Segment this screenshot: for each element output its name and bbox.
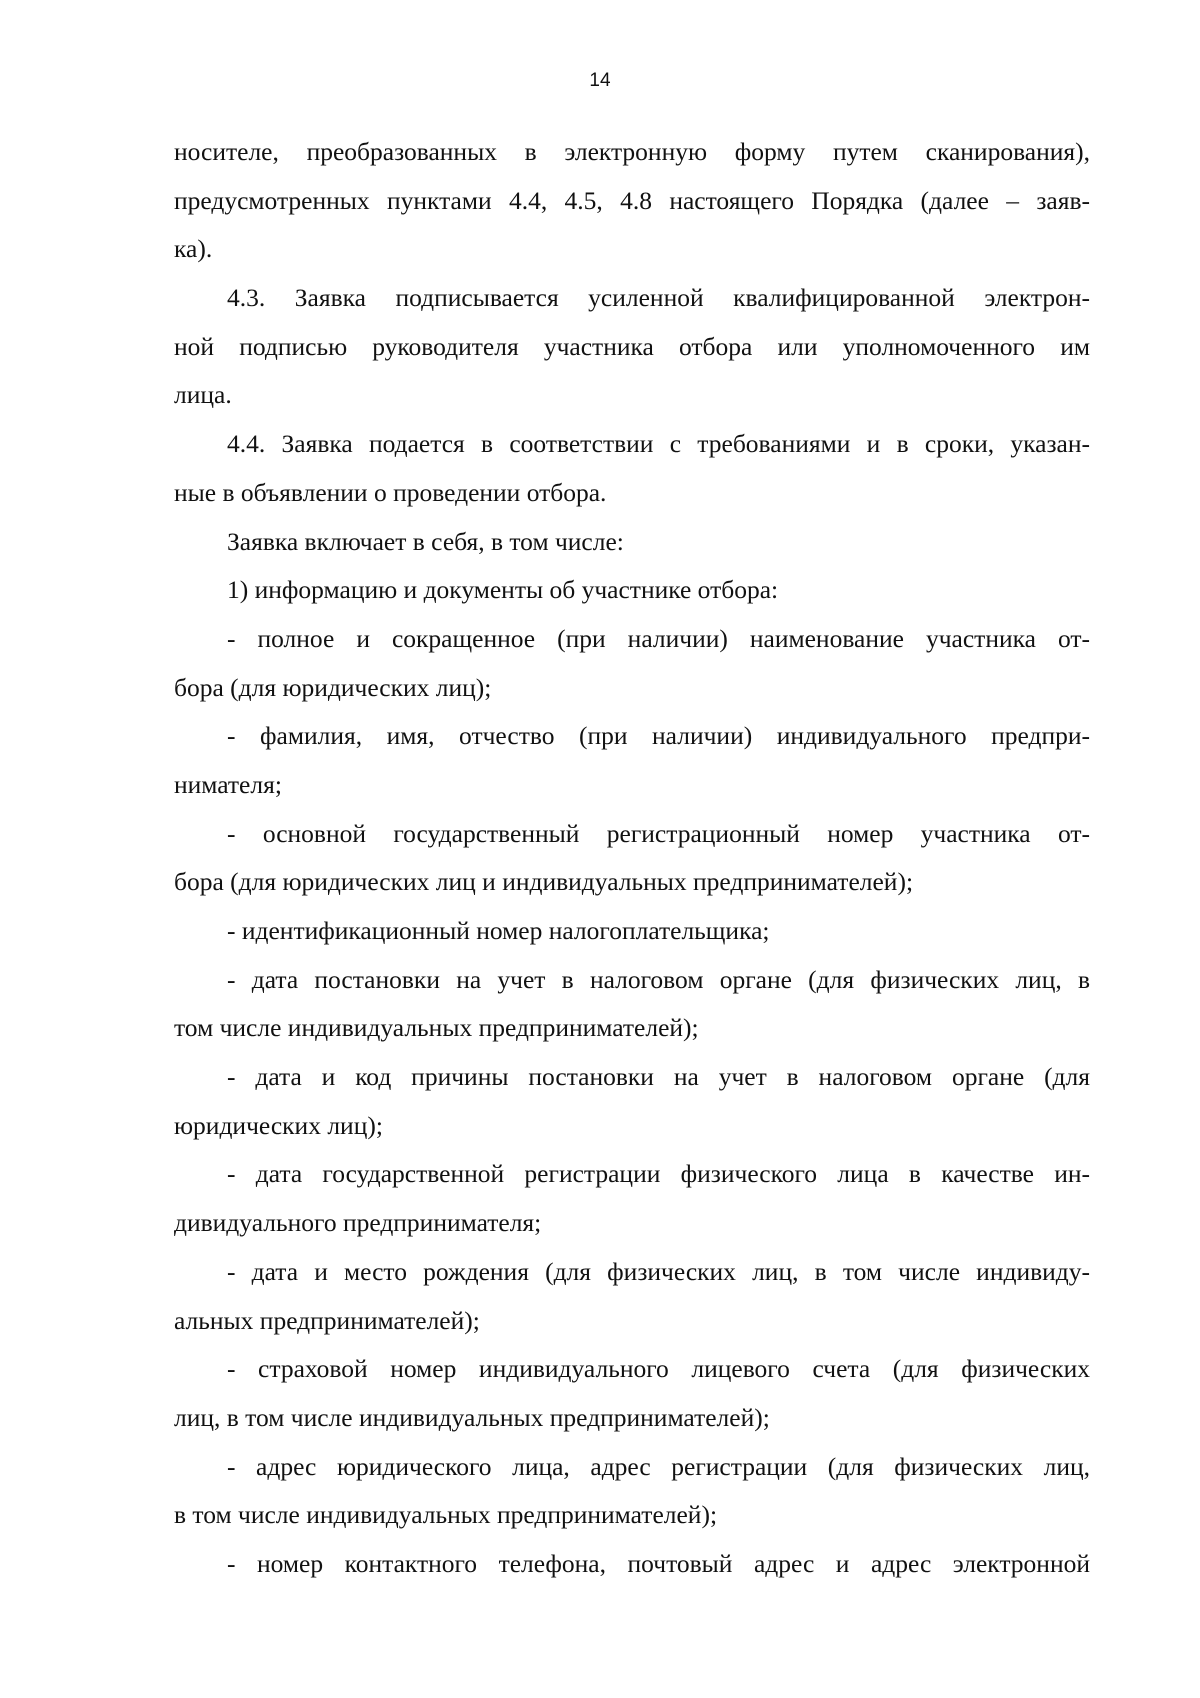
text-line: бора (для юридических лиц); [174, 672, 492, 702]
document-body [174, 128, 1090, 1589]
text-line: - номер контактного телефона, почтовый адрес и адрес электронной [227, 1548, 1090, 1578]
text-line: 1) информацию и документы об участнике отбора: [227, 575, 779, 605]
text-line: юридических лиц); [174, 1110, 383, 1140]
text-line: ной подписью руководителя участника отбора или уполномоченного им [174, 331, 1090, 361]
text-line: носителе, преобразованных в электронную форму путем сканирования), [174, 137, 1090, 166]
text-line: - основной государственный регистрационный номер участника от- [227, 818, 1090, 848]
text-line: нимателя; [174, 769, 282, 799]
text-line: - дата и код причины постановки на учет в налоговом органе (для [227, 1062, 1090, 1092]
text-line: 4.4. Заявка подается в соответствии с требованиями и в сроки, указан- [227, 429, 1090, 459]
text-line: - дата постановки на учет в налоговом органе (для физических лиц, в [227, 964, 1090, 994]
text-line: лица. [174, 380, 232, 410]
text-line: бора (для юридических лиц и индивидуальных предпринимателей); [174, 867, 914, 897]
text-line: предусмотренных пунктами 4.4, 4.5, 4.8 настоящего Порядка (далее – заяв- [174, 185, 1090, 215]
text-line: альных предпринимателей); [174, 1305, 480, 1335]
text-line: - полное и сокращенное (при наличии) наименование участника от- [227, 623, 1090, 653]
text-line: - адрес юридического лица, адрес регистрации (для физических лиц, [227, 1451, 1090, 1481]
text-line: лиц, в том числе индивидуальных предпринимателей); [174, 1402, 770, 1432]
text-line: - дата и место рождения (для физических лиц, в том числе индивиду- [227, 1256, 1090, 1286]
text-line: 4.3. Заявка подписывается усиленной квалифицированной электрон- [227, 283, 1090, 313]
text-line: том числе индивидуальных предпринимателей); [174, 1013, 699, 1043]
text-line: ные в объявлении о проведении отбора. [174, 477, 607, 507]
page-number: 14 [589, 70, 611, 91]
text-line: - идентификационный номер налогоплательщика; [227, 916, 770, 945]
text-line: в том числе индивидуальных предпринимателей); [174, 1500, 718, 1530]
text-line: Заявка включает в себя, в том числе: [227, 526, 624, 556]
text-line: - фамилия, имя, отчество (при наличии) индивидуального предпри- [227, 721, 1090, 751]
text-line: дивидуального предпринимателя; [174, 1208, 542, 1238]
text-line: - дата государственной регистрации физического лица в качестве ин- [227, 1159, 1090, 1189]
text-line: - страховой номер индивидуального лицевого счета (для физических [227, 1354, 1090, 1384]
text-line: ка). [174, 234, 213, 264]
